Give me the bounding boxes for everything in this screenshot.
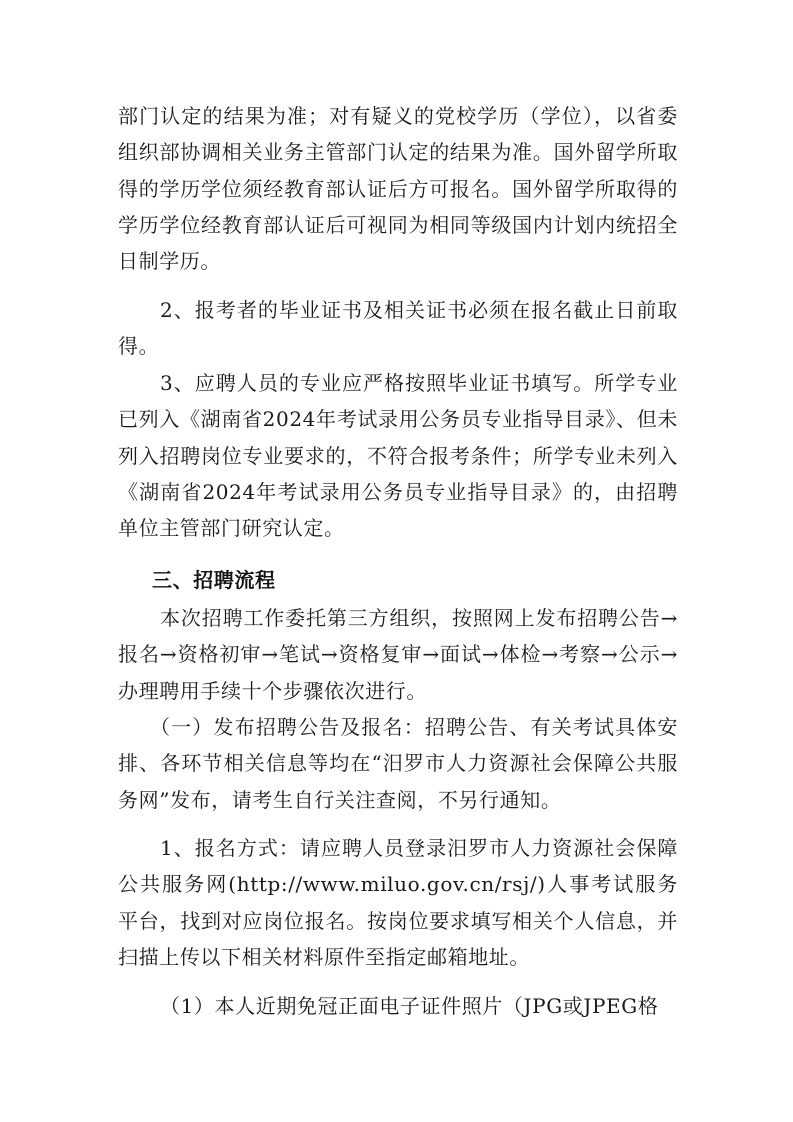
paragraph-major-requirement: 3、应聘人员的专业应严格按照毕业证书填写。所学专业已列入《湖南省2024年考试录用公务员专业指导目录》、但未列入招聘岗位专业要求的，不符合报考条件；所学专业未列入《湖南省2024年考试录用公务员专业指导目录》的，由招聘单位主管部门研究认定。 (118, 371, 678, 541)
section-heading-recruitment-process: 三、招聘流程 (152, 568, 276, 592)
paragraph-registration-method: 1、报名方式：请应聘人员登录汨罗市人力资源社会保障公共服务网(http://www.miluo.gov.cn/rsj/)人事考试服务平台，找到对应岗位报名。按岗位要求填写相关个人信息，并扫描上传以下相关材料原件至指定邮箱地址。 (118, 836, 678, 969)
paragraph-certificate-deadline: 2、报考者的毕业证书及相关证书必须在报名截止日前取得。 (118, 298, 678, 359)
paragraph-announcement-registration: （一）发布招聘公告及报名：招聘公告、有关考试具体安排、各环节相关信息等均在“汨罗市人力资源社会保障公共服务网”发布，请考生自行关注查阅，不另行通知。 (118, 715, 678, 812)
paragraph-degree-verification: 部门认定的结果为准；对有疑义的党校学历（学位），以省委组织部协调相关业务主管部门认定的结果为准。国外留学所取得的学历学位须经教育部认证后方可报名。国外留学所取得的学历学位经教育部认证后可视同为相同等级国内计划内统招全日制学历。 (118, 104, 678, 274)
paragraph-process-steps: 本次招聘工作委托第三方组织，按照网上发布招聘公告→报名→资格初审→笔试→资格复审→面试→体检→考察→公示→办理聘用手续十个步骤依次进行。 (118, 606, 678, 703)
paragraph-photo-requirement: （1）本人近期免冠正面电子证件照片（JPG或JPEG格 (160, 994, 659, 1018)
